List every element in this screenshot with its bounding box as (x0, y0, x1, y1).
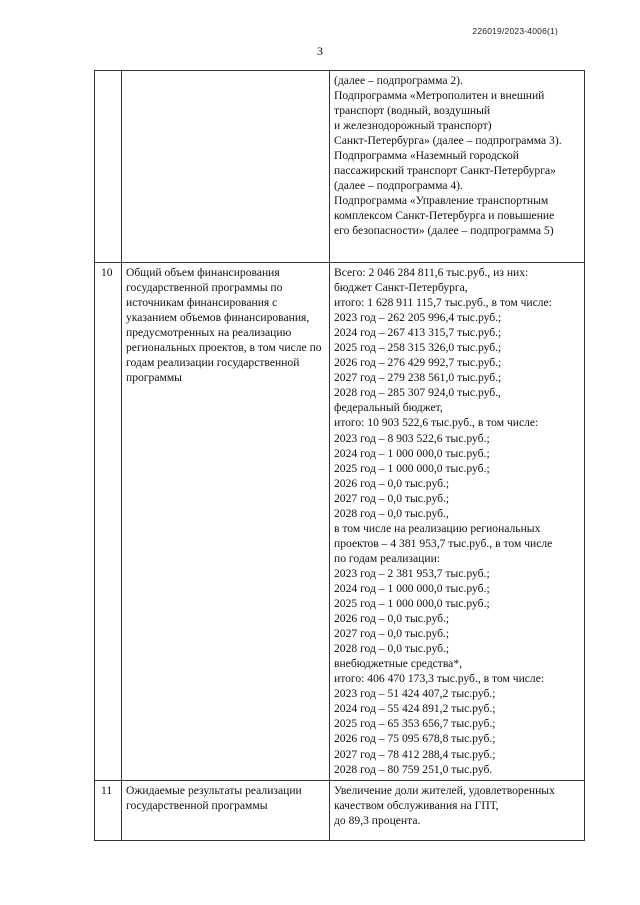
value-line: проектов – 4 381 953,7 тыс.руб., в том числе (334, 536, 553, 550)
value-line: 2025 год – 1 000 000,0 тыс.руб.; (334, 461, 490, 475)
value-line: 2026 год – 0,0 тыс.руб.; (334, 612, 450, 626)
value-line: 2025 год – 1 000 000,0 тыс.руб.; (334, 597, 490, 611)
document-id: 226019/2023-4006(1) (472, 26, 558, 36)
value-line: комплексом Санкт-Петербурга и повышение (334, 209, 555, 223)
value-line: 2024 год – 1 000 000,0 тыс.руб.; (334, 581, 490, 595)
row-value (330, 263, 585, 781)
value-line: 2023 год – 262 205 996,4 тыс.руб.; (334, 311, 502, 325)
value-line: качеством обслуживания на ГПТ, (334, 798, 499, 812)
value-line: 2028 год – 0,0 тыс.руб.; (334, 642, 450, 656)
value-line: его безопасности» (далее – подпрограмма 5) (334, 224, 554, 238)
value-line: бюджет Санкт-Петербурга, (334, 281, 468, 295)
value-line: 2028 год – 0,0 тыс.руб., (334, 506, 449, 520)
row-name (122, 263, 330, 781)
value-line: и железнодорожный транспорт) (334, 119, 492, 133)
value-line: 2025 год – 65 353 656,7 тыс.руб.; (334, 717, 496, 731)
value-line: 2025 год – 258 315 326,0 тыс.руб.; (334, 341, 502, 355)
value-line: Подпрограмма «Управление транспортным (334, 194, 549, 208)
value-line: 2027 год – 78 412 288,4 тыс.руб.; (334, 747, 496, 761)
row-number: 11 (95, 780, 122, 840)
value-line: итого: 10 903 522,6 тыс.руб., в том числе: (334, 416, 539, 430)
value-line: Всего: 2 046 284 811,6 тыс.руб., из них: (334, 266, 529, 279)
value-line: транспорт (водный, воздушный (334, 104, 491, 118)
row-name-text: Ожидаемые результаты реализации государственной программы (126, 783, 302, 812)
value-line: Подпрограмма «Наземный городской (334, 149, 519, 163)
table-row-continuation (95, 71, 585, 263)
value-line: до 89,3 процента. (334, 813, 421, 827)
value-line: 2027 год – 0,0 тыс.руб.; (334, 491, 450, 505)
row-name (122, 71, 330, 263)
page-number: 3 (317, 44, 323, 58)
value-line: внебюджетные средства*, (334, 657, 463, 671)
value-line: Увеличение доли жителей, удовлетворенных (334, 783, 555, 797)
value-line: Санкт-Петербурга» (далее – подпрограмма 3). (334, 134, 562, 148)
value-line: 2026 год – 276 429 992,7 тыс.руб.; (334, 356, 502, 370)
row-name (122, 780, 330, 840)
value-line: 2027 год – 0,0 тыс.руб.; (334, 627, 450, 641)
value-line: 2024 год – 55 424 891,2 тыс.руб.; (334, 702, 496, 716)
value-line: пассажирский транспорт Санкт-Петербурга» (334, 164, 556, 178)
value-line: по годам реализации: (334, 551, 440, 565)
value-line: в том числе на реализацию региональных (334, 521, 541, 535)
value-line: (далее – подпрограмма 4). (334, 179, 463, 193)
value-line: 2027 год – 279 238 561,0 тыс.руб.; (334, 371, 502, 385)
value-line: федеральный бюджет, (334, 401, 443, 415)
row-name-text: Общий объем финансирования государственной программы по источникам финансирования с указанием объемов финансирования, предусмотренных на реализацию региональных проектов, в том числе по годам реализации государственной программы (126, 266, 322, 385)
value-line: итого: 406 470 173,3 тыс.руб., в том числе: (334, 672, 545, 686)
value-line: итого: 1 628 911 115,7 тыс.руб., в том числе: (334, 296, 552, 310)
value-line: Подпрограмма «Метрополитен и внешний (334, 89, 545, 103)
passport-table (94, 70, 585, 841)
row-number (95, 71, 122, 263)
value-line: 2026 год – 75 095 678,8 тыс.руб.; (334, 732, 496, 746)
table-row-results (95, 780, 585, 840)
row-value (330, 71, 585, 263)
value-line: 2023 год – 51 424 407,2 тыс.руб.; (334, 687, 496, 701)
value-line: 2023 год – 2 381 953,7 тыс.руб.; (334, 566, 490, 580)
row-value (330, 780, 585, 840)
value-line: 2024 год – 1 000 000,0 тыс.руб.; (334, 446, 490, 460)
value-line: 2028 год – 285 307 924,0 тыс.руб., (334, 386, 501, 400)
value-line: 2023 год – 8 903 522,6 тыс.руб.; (334, 431, 490, 445)
table-row-financing (95, 263, 585, 781)
value-line: 2024 год – 267 413 315,7 тыс.руб.; (334, 326, 502, 340)
value-line: 2026 год – 0,0 тыс.руб.; (334, 476, 450, 490)
value-line: (далее – подпрограмма 2). (334, 74, 463, 87)
value-line: 2028 год – 80 759 251,0 тыс.руб. (334, 762, 493, 776)
row-number: 10 (95, 263, 122, 781)
